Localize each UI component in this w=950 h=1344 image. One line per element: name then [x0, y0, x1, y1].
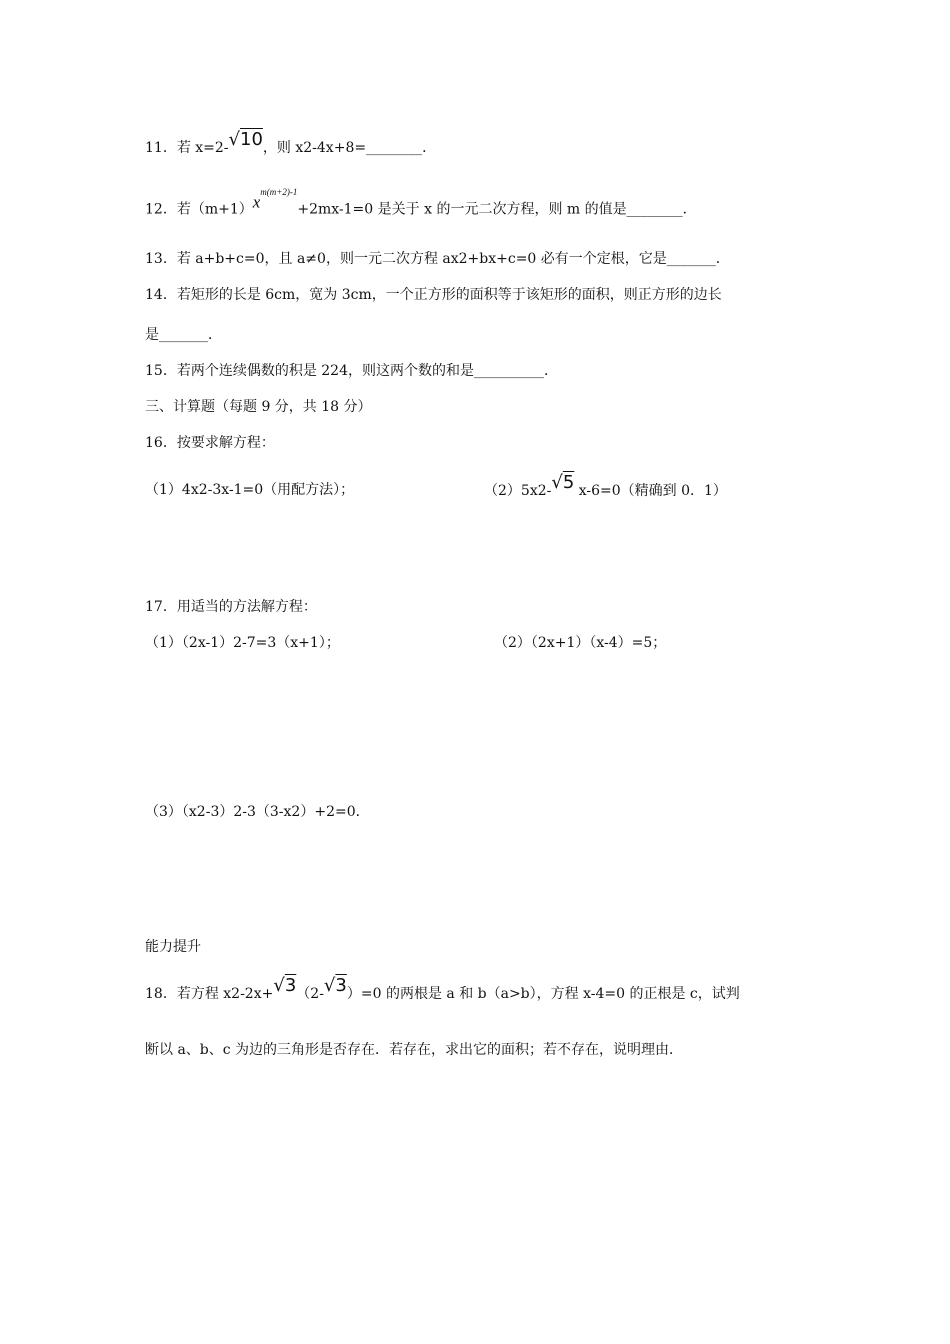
question-18-line-1 — [145, 975, 740, 1004]
q18-text-b: （2- — [296, 986, 324, 1002]
question-17-part-1: （1）（2x-1）2-7=3（x+1）； — [145, 635, 340, 651]
question-14-line-1: 14．若矩形的长是 6cm，宽为 3cm，一个正方形的面积等于该矩形的面积，则正方形的边长 — [145, 287, 722, 303]
section-3-heading: 三、计算题（每题 9 分，共 18 分） — [145, 399, 372, 415]
power-expression: $x^{m(m+2)-1}$ — [252, 187, 298, 212]
ability-heading: 能力提升 — [145, 939, 201, 955]
sqrt-5: √5 — [551, 472, 575, 493]
sqrt-3-second: √3 — [323, 975, 347, 996]
q11-text-a: 11．若 x=2- — [145, 140, 229, 156]
q18-text-a: 18．若方程 x2-2x+ — [145, 986, 274, 1002]
question-13: 13．若 a+b+c=0，且 a≠0，则一元二次方程 ax2+bx+c=0 必有一个定根，它是_______． — [145, 251, 730, 267]
question-17: 17．用适当的方法解方程： — [145, 599, 317, 615]
question-16-part-2 — [484, 472, 727, 501]
sqrt-3-first: √3 — [273, 975, 297, 996]
sqrt-10: √10 — [228, 129, 263, 150]
question-14-line-2: 是_______． — [145, 327, 222, 343]
question-16: 16．按要求解方程： — [145, 435, 275, 451]
q11-text-b: ，则 x2-4x+8=________． — [262, 140, 437, 156]
q12-text-a: 12．若（m+1） — [145, 201, 253, 218]
q16-2-text-b: x-6=0（精确到 0．1） — [574, 483, 727, 499]
question-18-line-2: 断以 a、b、c 为边的三角形是否存在．若存在，求出它的面积；若不存在，说明理由． — [145, 1042, 684, 1058]
question-15: 15．若两个连续偶数的积是 224，则这两个数的和是__________． — [145, 363, 558, 379]
question-12 — [145, 187, 697, 220]
question-11 — [145, 129, 437, 158]
q18-text-c: ）=0 的两根是 a 和 b（a>b），方程 x-4=0 的正根是 c，试判 — [346, 986, 740, 1002]
question-17-part-2: （2）（2x+1）（x-4）=5； — [494, 635, 667, 651]
q12-text-b: +2mx-1=0 是关于 x 的一元二次方程，则 m 的值是________． — [297, 201, 697, 218]
q16-2-text-a: （2）5x2- — [484, 483, 552, 499]
question-16-part-1: （1）4x2-3x-1=0（用配方法）； — [145, 482, 355, 498]
question-17-part-3: （3）（x2-3）2-3（3-x2）+2=0． — [145, 804, 370, 820]
